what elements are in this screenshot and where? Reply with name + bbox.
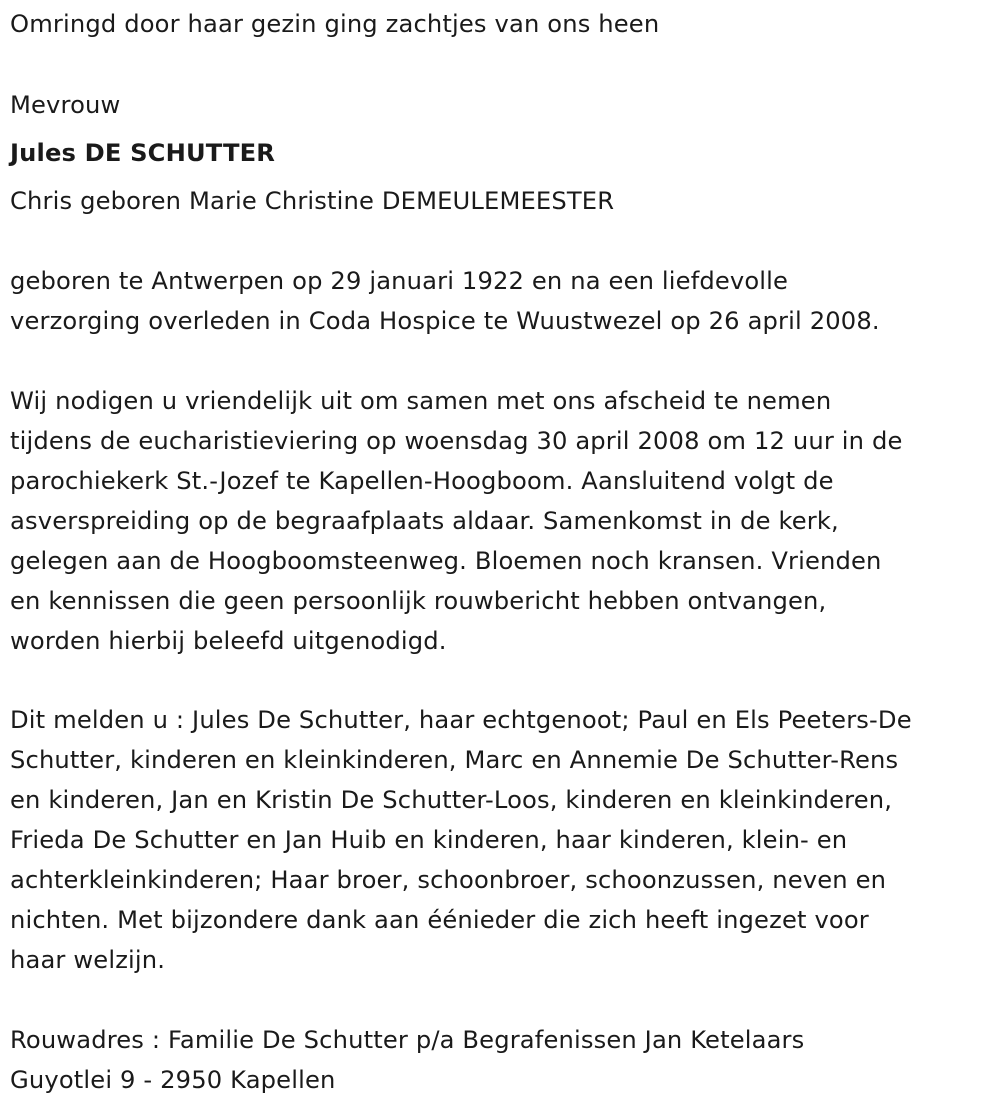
family-line: Dit melden u : Jules De Schutter, haar echtgenoot; Paul en Els Peeters-De (10, 706, 912, 734)
invitation-line: en kennissen die geen persoonlijk rouwbericht hebben ontvangen, (10, 587, 827, 615)
invitation-line: tijdens de eucharistieviering op woensdag 30 april 2008 om 12 uur in de (10, 427, 903, 455)
family-paragraph (10, 700, 912, 980)
family-line: nichten. Met bijzondere dank aan éénieder die zich heeft ingezet voor (10, 906, 869, 934)
life-line: verzorging overleden in Coda Hospice te Wuustwezel op 26 april 2008. (10, 307, 880, 335)
invitation-line: worden hierbij beleefd uitgenodigd. (10, 627, 447, 655)
address-line: Rouwadres : Familie De Schutter p/a Begrafenissen Jan Ketelaars (10, 1026, 805, 1054)
salutation: Mevrouw (10, 91, 121, 119)
family-line: achterkleinkinderen; Haar broer, schoonbroer, schoonzussen, neven en (10, 866, 887, 894)
intro-line: Omringd door haar gezin ging zachtjes van ons heen (10, 10, 660, 38)
life-paragraph (10, 261, 880, 341)
deceased-name: Jules DE SCHUTTER (10, 139, 276, 167)
family-line: haar welzijn. (10, 946, 166, 974)
family-line: en kinderen, Jan en Kristin De Schutter-Loos, kinderen en kleinkinderen, (10, 786, 893, 814)
invitation-paragraph (10, 381, 903, 661)
address-line: Guyotlei 9 - 2950 Kapellen (10, 1066, 336, 1094)
invitation-line: Wij nodigen u vriendelijk uit om samen met ons afscheid te nemen (10, 387, 832, 415)
family-line: Frieda De Schutter en Jan Huib en kinderen, haar kinderen, klein- en (10, 826, 848, 854)
family-line: Schutter, kinderen en kleinkinderen, Marc en Annemie De Schutter-Rens (10, 746, 899, 774)
invitation-line: asverspreiding op de begraafplaats aldaar. Samenkomst in de kerk, (10, 507, 839, 535)
life-line: geboren te Antwerpen op 29 januari 1922 en na een liefdevolle (10, 267, 789, 295)
invitation-line: parochiekerk St.-Jozef te Kapellen-Hoogboom. Aansluitend volgt de (10, 467, 834, 495)
birth-name: Chris geboren Marie Christine DEMEULEMEESTER (10, 187, 615, 215)
address-paragraph (10, 1020, 804, 1100)
invitation-line: gelegen aan de Hoogboomsteenweg. Bloemen noch kransen. Vrienden (10, 547, 882, 575)
